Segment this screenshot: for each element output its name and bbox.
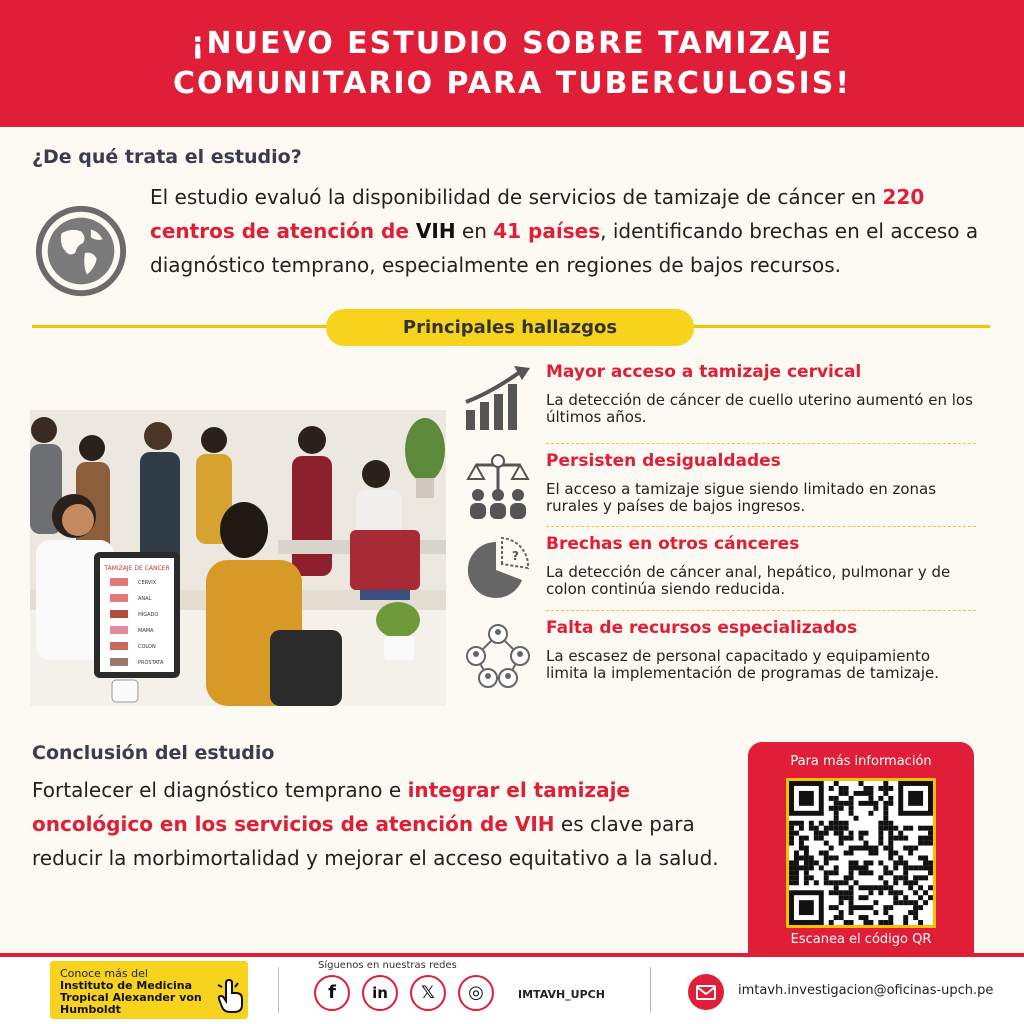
conclusion-heading: Conclusión del estudio [32, 742, 275, 764]
growth-chart-icon [462, 362, 534, 434]
clinic-scene [30, 410, 446, 706]
qr-caption-bottom: Escanea el código QR [790, 932, 932, 947]
about-heading: ¿De qué trata el estudio? [32, 146, 302, 168]
institute-pre: Conoce más del [60, 967, 148, 980]
footer-separator [650, 967, 651, 1013]
x-icon[interactable]: 𝕏 [410, 975, 446, 1011]
facebook-icon[interactable]: f [314, 975, 350, 1011]
finding-desc: El acceso a tamizaje sigue siendo limitado en zonas rurales y países de bajos ingresos. [546, 480, 937, 515]
board-title: TAMIZAJE DE CÁNCER [104, 565, 170, 572]
clinic-illustration [30, 410, 446, 706]
footer-separator [278, 967, 279, 1013]
findings-title: Principales hallazgos [326, 309, 694, 346]
finding-desc: La escasez de personal capacitado y equipamiento limita la implementación de programas de tamizaje. [546, 647, 939, 682]
instagram-icon[interactable]: ◎ [458, 975, 494, 1011]
banner-line-1: ¡NUEVO ESTUDIO SOBRE TAMIZAJE [190, 26, 834, 61]
finding-title: Mayor acceso a tamizaje cervical [546, 362, 862, 382]
globe-icon [32, 202, 130, 300]
contact-email[interactable]: imtavh.investigacion@oficinas-upch.pe [738, 983, 994, 998]
qr-panel [748, 742, 974, 954]
board-item: CERVIX [138, 580, 157, 586]
inequality-scale-icon [462, 451, 534, 523]
network-people-icon [462, 618, 534, 690]
board-item: ANAL [138, 596, 152, 602]
envelope-glyph [688, 974, 724, 1010]
conclusion-paragraph: Fortalecer el diagnóstico temprano e integrar el tamizaje oncológico en los servicios de atención de VIH es clave para reducir la morbimortalidad y mejorar el acceso equitativo a la salud. [32, 778, 719, 870]
social-handle: IMTAVH_UPCH [518, 988, 605, 1001]
follow-label: Síguenos en nuestras redes [318, 960, 457, 971]
banner-line-2: COMUNITARIO PARA TUBERCULOSIS! [172, 66, 852, 101]
finding-title: Falta de recursos especializados [546, 618, 858, 638]
qr-code-pattern [789, 781, 933, 925]
pointer-hand-icon [216, 979, 246, 1013]
finding-desc: La detección de cáncer de cuello uterino aumentó en los últimos años. [546, 391, 973, 426]
about-paragraph: El estudio evaluó la disponibilidad de servicios de tamizaje de cáncer en 220 centros de atención de VIH en 41 países, identificando brechas en el acceso a diagnóstico temprano, especialmente en regiones de bajos recursos. [150, 185, 979, 277]
pie-question-icon [462, 534, 534, 606]
footer [0, 957, 1024, 1024]
qr-code[interactable] [786, 778, 936, 928]
mail-icon[interactable] [688, 974, 724, 1010]
title-banner [0, 0, 1024, 127]
svg-text:?: ? [512, 549, 519, 563]
finding-divider [546, 443, 976, 444]
board-item: PRÓSTATA [138, 660, 164, 666]
institute-link[interactable] [50, 961, 248, 1019]
finding-title: Brechas en otros cánceres [546, 534, 800, 554]
linkedin-icon[interactable]: in [362, 975, 398, 1011]
finding-desc: La detección de cáncer anal, hepático, pulmonar y de colon continúa siendo reducida. [546, 563, 951, 598]
finding-divider [546, 610, 976, 611]
finding-title: Persisten desigualdades [546, 451, 781, 471]
qr-caption-top: Para más información [790, 754, 932, 769]
board-item: MAMA [138, 628, 154, 634]
institute-name: Instituto de Medicina Tropical Alexander von Humboldt [60, 979, 202, 1016]
board-item: COLON [138, 644, 156, 650]
finding-divider [546, 526, 976, 527]
board-item: HÍGADO [138, 612, 159, 618]
